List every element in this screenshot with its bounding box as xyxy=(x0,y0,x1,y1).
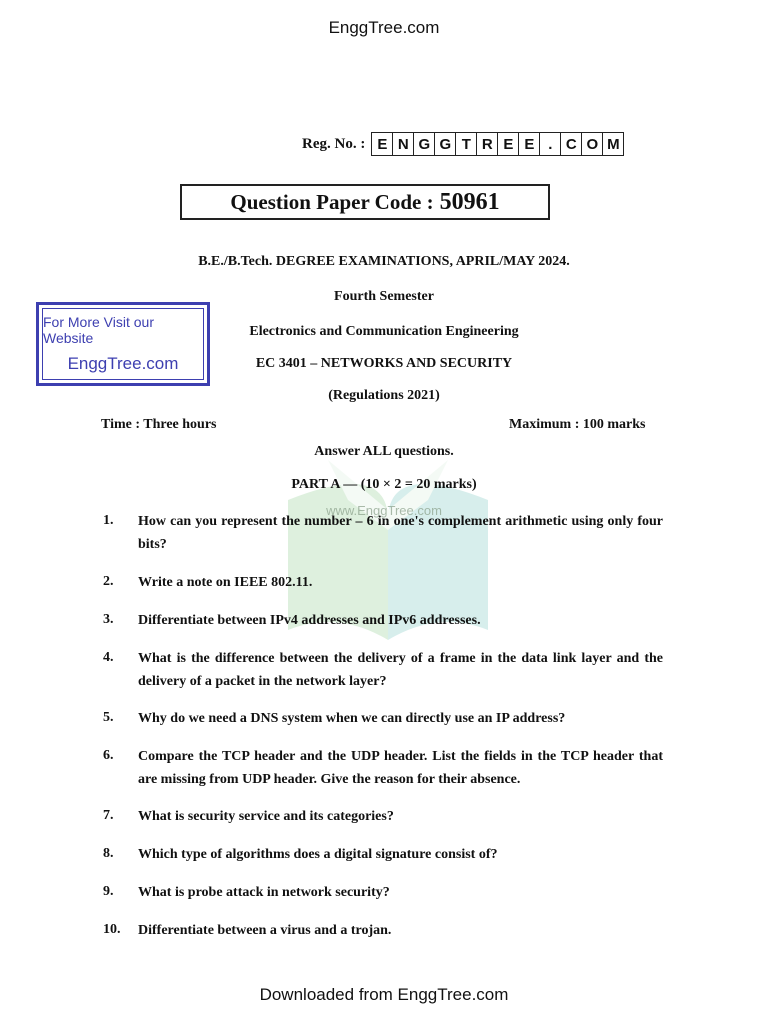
question-number: 5. xyxy=(103,710,114,725)
promo-inner xyxy=(42,308,204,380)
question-number: 1. xyxy=(103,513,114,528)
question-number: 9. xyxy=(103,884,114,899)
reg-no xyxy=(302,132,624,156)
reg-no-char: . xyxy=(540,133,561,155)
question-number: 6. xyxy=(103,748,114,763)
question-text: What is security service and its categories? xyxy=(138,809,394,824)
maximum-marks: Maximum : 100 marks xyxy=(509,417,646,432)
part-heading: PART A — (10 × 2 = 20 marks) xyxy=(291,477,477,492)
question-text: How can you represent the number – 6 in one's complement arithmetic using only four bits? xyxy=(138,514,663,552)
reg-no-char: G xyxy=(435,133,456,155)
reg-no-char: M xyxy=(607,135,620,153)
qp-code-label: Question Paper Code : xyxy=(230,189,434,214)
question-number: 8. xyxy=(103,846,114,861)
promo-line2: EnggTree.com xyxy=(67,354,179,373)
department: Electronics and Communication Engineering xyxy=(249,324,519,339)
watermark-text: www.EnggTree.com xyxy=(326,503,442,518)
question-number: 4. xyxy=(103,650,114,665)
reg-no-label: Reg. No. : xyxy=(302,135,366,152)
reg-no-char: C xyxy=(561,133,582,155)
reg-no-char: G xyxy=(414,133,435,155)
semester: Fourth Semester xyxy=(334,289,434,304)
question-text: Why do we need a DNS system when we can directly use an IP address? xyxy=(138,711,566,726)
reg-no-char: O xyxy=(582,133,603,155)
reg-no-char: N xyxy=(393,133,414,155)
footer-site-text: Downloaded from EnggTree.com xyxy=(259,985,509,1004)
question-paper-code-box xyxy=(180,184,550,220)
reg-no-boxes xyxy=(371,132,624,156)
question-text: Differentiate between IPv4 addresses and IPv6 addresses. xyxy=(138,613,481,628)
time-duration: Time : Three hours xyxy=(101,417,217,432)
question-text: Which type of algorithms does a digital signature consist of? xyxy=(138,847,498,862)
regulations: (Regulations 2021) xyxy=(328,388,440,403)
instruction: Answer ALL questions. xyxy=(314,444,454,459)
reg-no-char: R xyxy=(477,133,498,155)
question-text: What is the difference between the delivery of a frame in the data link layer and the delivery of a packet in the network layer? xyxy=(138,651,663,689)
question-number: 7. xyxy=(103,808,114,823)
reg-no-char: T xyxy=(456,133,477,155)
header-site-text: EnggTree.com xyxy=(328,18,440,37)
qp-code-value: 50961 xyxy=(439,188,500,215)
question-text: Write a note on IEEE 802.11. xyxy=(138,575,313,590)
reg-no-char: E xyxy=(372,133,393,155)
reg-no-char: E xyxy=(498,133,519,155)
question-text: Differentiate between a virus and a trojan. xyxy=(138,923,392,938)
promo-line1: For More Visit our Website xyxy=(43,314,154,346)
exam-title: B.E./B.Tech. DEGREE EXAMINATIONS, APRIL/MAY 2024. xyxy=(198,254,570,269)
question-text: Compare the TCP header and the UDP header. List the fields in the TCP header that are missing from UDP header. Give the reason for their absence. xyxy=(138,749,663,787)
promo-box[interactable] xyxy=(36,302,210,386)
question-number: 2. xyxy=(103,574,114,589)
question-number: 3. xyxy=(103,612,114,627)
reg-no-char: E xyxy=(519,133,540,155)
course-title: EC 3401 – NETWORKS AND SECURITY xyxy=(255,356,513,371)
question-text: What is probe attack in network security? xyxy=(138,885,390,900)
question-number: 10. xyxy=(103,922,121,937)
